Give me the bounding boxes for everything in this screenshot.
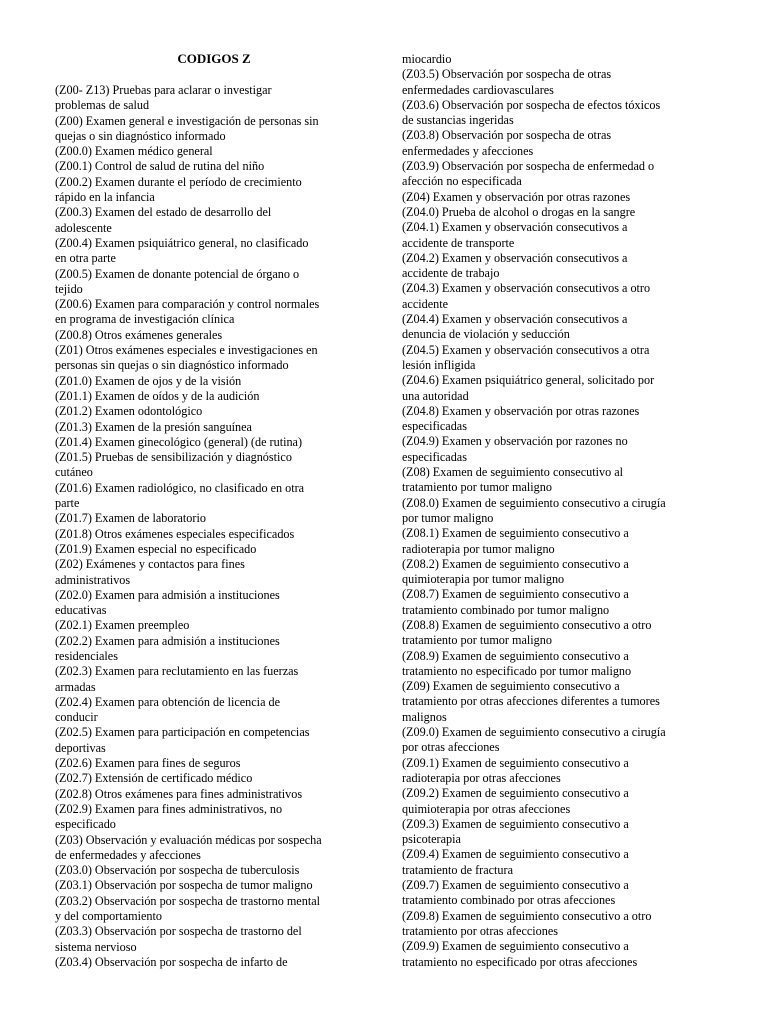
text-line: tratamiento por otras afecciones — [402, 923, 558, 938]
text-line: de sustancias ingeridas — [402, 113, 514, 128]
text-line: (Z03) Observación y evaluación médicas por sospecha — [55, 832, 322, 847]
text-line: (Z03.6) Observación por sospecha de efectos tóxicos — [402, 97, 661, 112]
text-line: enfermedades y afecciones — [402, 143, 534, 158]
text-line: administrativos — [55, 572, 131, 587]
text-line: (Z00.4) Examen psiquiátrico general, no clasificado — [55, 235, 309, 250]
text-line: quimioterapia por tumor maligno — [402, 572, 565, 587]
text-line: y del comportamiento — [55, 909, 162, 924]
text-line: (Z08) Examen de seguimiento consecutivo al — [402, 465, 623, 480]
text-line: (Z02.1) Examen preempleo — [55, 618, 190, 633]
text-line: (Z04.4) Examen y observación consecutivos a — [402, 312, 628, 327]
text-line: (Z01.4) Examen ginecológico (general) (de rutina) — [55, 434, 303, 449]
text-line: lesión infligida — [402, 357, 476, 372]
text-line: (Z00.8) Otros exámenes generales — [55, 327, 223, 342]
text-line: especificadas — [402, 419, 467, 434]
text-line: (Z02.9) Examen para fines administrativos, no — [55, 801, 283, 816]
text-line: afección no especificada — [402, 174, 522, 189]
text-line: (Z02.2) Examen para admisión a instituciones — [55, 633, 280, 648]
text-line: (Z08.1) Examen de seguimiento consecutivo a — [402, 526, 629, 541]
document-title: CODIGOS Z — [177, 51, 251, 66]
text-line: (Z09.1) Examen de seguimiento consecutivo a — [402, 755, 629, 770]
text-line: (Z02.8) Otros exámenes para fines administrativos — [55, 786, 303, 801]
text-line: (Z08.2) Examen de seguimiento consecutivo a — [402, 556, 629, 571]
text-line: educativas — [55, 603, 107, 618]
text-line: (Z01.1) Examen de oídos y de la audición — [55, 388, 260, 403]
text-line: (Z03.0) Observación por sospecha de tuberculosis — [55, 863, 300, 878]
text-line: en programa de investigación clínica — [55, 312, 235, 327]
text-line: (Z03.8) Observación por sospecha de otras — [402, 128, 612, 143]
text-line: (Z02.6) Examen para fines de seguros — [55, 756, 241, 771]
text-line: (Z09.8) Examen de seguimiento consecutivo a otro — [402, 908, 652, 923]
text-line: radioterapia por otras afecciones — [402, 770, 561, 785]
text-line: (Z01) Otros exámenes especiales e investigaciones en — [55, 343, 318, 358]
text-line: (Z02.3) Examen para reclutamiento en las fuerzas — [55, 664, 299, 679]
text-line: tratamiento de fractura — [402, 862, 513, 877]
text-line: (Z02.4) Examen para obtención de licencia de — [55, 694, 281, 709]
text-line: (Z00- Z13) Pruebas para aclarar o investigar — [55, 83, 272, 97]
text-line: (Z03.1) Observación por sospecha de tumor maligno — [55, 878, 313, 893]
text-line: (Z02.0) Examen para admisión a instituciones — [55, 587, 280, 602]
text-line: (Z03.5) Observación por sospecha de otras — [402, 67, 612, 82]
text-line: (Z04.1) Examen y observación consecutivos a — [402, 220, 628, 235]
text-line: (Z09.7) Examen de seguimiento consecutivo a — [402, 878, 629, 893]
text-line: tratamiento por tumor maligno — [402, 633, 552, 648]
text-line: personas sin quejas o sin diagnóstico informado — [55, 358, 289, 373]
text-line: (Z01.0) Examen de ojos y de la visión — [55, 373, 242, 388]
text-line: malignos — [402, 709, 447, 724]
text-line: (Z01.2) Examen odontológico — [55, 404, 203, 419]
text-line: (Z08.8) Examen de seguimiento consecutivo a otro — [402, 617, 652, 632]
text-line: (Z09) Examen de seguimiento consecutivo a — [402, 679, 620, 694]
text-line: (Z01.8) Otros exámenes especiales especificados — [55, 526, 295, 541]
text-line: tratamiento no especificado por tumor maligno — [402, 663, 632, 678]
text-line: sistema nervioso — [55, 939, 137, 954]
text-line: (Z00.3) Examen del estado de desarrollo del — [55, 205, 272, 220]
text-line: deportivas — [55, 740, 106, 755]
text-line: (Z02) Exámenes y contactos para fines — [55, 557, 245, 572]
text-line: tratamiento combinado por tumor maligno — [402, 602, 610, 617]
text-line: (Z03.3) Observación por sospecha de trastorno del — [55, 924, 302, 939]
text-line: accidente de transporte — [402, 235, 515, 250]
text-line: especificado — [55, 817, 116, 832]
text-line: adolescente — [55, 220, 112, 235]
right-column — [402, 52, 722, 970]
text-line: (Z01.7) Examen de laboratorio — [55, 511, 206, 526]
text-line: (Z03.2) Observación por sospecha de trastorno mental — [55, 893, 320, 908]
text-line: (Z01.3) Examen de la presión sanguínea — [55, 419, 252, 434]
text-line: rápido en la infancia — [55, 190, 155, 205]
text-line: (Z01.9) Examen especial no especificado — [55, 541, 257, 556]
text-line: denuncia de violación y seducción — [402, 327, 570, 342]
text-line: en otra parte — [55, 251, 116, 266]
text-line: (Z08.9) Examen de seguimiento consecutivo a — [402, 648, 629, 663]
text-line: de enfermedades y afecciones — [55, 847, 201, 862]
text-line: (Z00.6) Examen para comparación y control normales — [55, 297, 320, 312]
text-line: tejido — [55, 281, 83, 296]
text-line: (Z08.0) Examen de seguimiento consecutivo a cirugía — [402, 495, 666, 510]
text-line: quejas o sin diagnóstico informado — [55, 128, 226, 143]
text-line: por otras afecciones — [402, 740, 500, 755]
text-line: accidente de trabajo — [402, 266, 500, 281]
text-line: (Z00.2) Examen durante el período de crecimiento — [55, 174, 302, 189]
text-line: accidente — [402, 296, 449, 311]
text-line: especificadas — [402, 449, 467, 464]
text-line: tratamiento por tumor maligno — [402, 480, 552, 495]
text-line: (Z01.6) Examen radiológico, no clasificado en otra — [55, 480, 305, 495]
text-line: (Z01.5) Pruebas de sensibilización y diagnóstico — [55, 450, 292, 465]
text-line: tratamiento por otras afecciones diferentes a tumores — [402, 694, 660, 709]
text-line: (Z09.0) Examen de seguimiento consecutivo a cirugía — [402, 725, 666, 740]
text-line: cutáneo — [55, 465, 93, 480]
text-line: residenciales — [55, 648, 118, 663]
text-line: problemas de salud — [55, 98, 150, 113]
text-line: enfermedades cardiovasculares — [402, 82, 554, 97]
text-line: conducir — [55, 710, 98, 725]
text-line: (Z09.3) Examen de seguimiento consecutivo a — [402, 816, 629, 831]
text-line: (Z04.0) Prueba de alcohol o drogas en la sangre — [402, 204, 636, 219]
text-line: (Z09.9) Examen de seguimiento consecutivo a — [402, 939, 629, 954]
text-line: tratamiento combinado por otras afecciones — [402, 893, 616, 908]
left-column — [55, 83, 373, 970]
text-line: quimioterapia por otras afecciones — [402, 801, 571, 816]
text-line: (Z04.3) Examen y observación consecutivos a otro — [402, 281, 651, 296]
text-line: (Z02.7) Extensión de certificado médico — [55, 771, 253, 786]
text-line: (Z04.8) Examen y observación por otras razones — [402, 403, 640, 418]
text-line: (Z03.9) Observación por sospecha de enfermedad o — [402, 159, 655, 174]
text-line: (Z08.7) Examen de seguimiento consecutivo a — [402, 587, 629, 602]
text-line: armadas — [55, 679, 96, 694]
text-line: (Z00) Examen general e investigación de personas sin — [55, 113, 319, 128]
text-line: (Z00.0) Examen médico general — [55, 144, 213, 159]
text-line: (Z09.4) Examen de seguimiento consecutivo a — [402, 847, 629, 862]
text-line: (Z04.6) Examen psiquiátrico general, solicitado por — [402, 373, 655, 388]
text-line: miocardio — [402, 52, 452, 66]
text-line: por tumor maligno — [402, 510, 494, 525]
text-line: una autoridad — [402, 388, 469, 403]
text-line: (Z04) Examen y observación por otras razones — [402, 189, 631, 204]
text-line: parte — [55, 496, 80, 511]
text-line: (Z04.2) Examen y observación consecutivos a — [402, 250, 628, 265]
text-line: radioterapia por tumor maligno — [402, 541, 555, 556]
text-line: (Z03.4) Observación por sospecha de infarto de — [55, 954, 288, 969]
text-line: tratamiento no especificado por otras afecciones — [402, 954, 638, 969]
text-line: (Z00.5) Examen de donante potencial de órgano o — [55, 266, 300, 281]
text-line: (Z00.1) Control de salud de rutina del niño — [55, 159, 265, 174]
text-line: psicoterapia — [402, 832, 461, 847]
text-line: (Z09.2) Examen de seguimiento consecutivo a — [402, 786, 629, 801]
text-line: (Z04.5) Examen y observación consecutivos a otra — [402, 342, 650, 357]
text-line: (Z04.9) Examen y observación por razones no — [402, 434, 628, 449]
text-line: (Z02.5) Examen para participación en competencias — [55, 725, 310, 740]
